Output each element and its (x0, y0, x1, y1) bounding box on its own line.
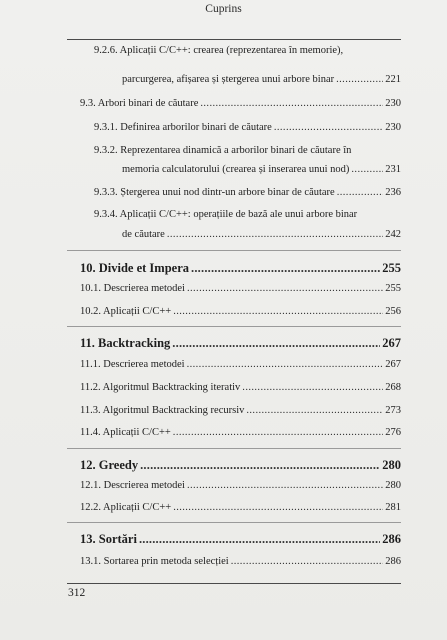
leader-dots (139, 532, 380, 547)
leader-dots (173, 501, 383, 514)
toc-entry-9-3-2-line1: 9.3.2. Reprezentarea dinamică a arborilor binari de căutare în (94, 145, 352, 156)
chapter-divider (67, 448, 401, 449)
toc-page-number: 255 (382, 261, 401, 275)
toc-chapter-label: 10. Divide et Impera (80, 261, 190, 275)
toc-page-number: 256 (385, 306, 401, 317)
chapter-divider (67, 522, 401, 523)
toc-entry-12-2 (80, 501, 401, 514)
toc-entry-9-3 (80, 97, 401, 110)
toc-page-number: 230 (385, 122, 401, 133)
leader-dots (187, 358, 384, 371)
leader-dots (167, 228, 383, 241)
toc-page-number: 236 (385, 187, 401, 198)
toc-page-number: 267 (385, 359, 401, 370)
toc-entry-9-3-4 (122, 228, 401, 241)
leader-dots (246, 404, 383, 417)
leader-dots (173, 305, 383, 318)
leader-dots (242, 381, 383, 394)
toc-entry-label: 12.2. Aplicații C/C++ (80, 502, 172, 513)
leader-dots (140, 458, 380, 473)
toc-page-number: 280 (382, 458, 401, 472)
folio-page-number: 312 (68, 587, 86, 599)
toc-entry-label: 9.3.1. Definirea arborilor binari de căutare (94, 122, 272, 133)
footer-rule (67, 583, 401, 584)
toc-entry-label: 12.1. Descrierea metodei (80, 480, 185, 491)
toc-entry-label: 11.1. Descrierea metodei (80, 359, 185, 370)
toc-page-number: 231 (385, 164, 401, 175)
toc-entry-9-2-6-line1: 9.2.6. Aplicații C/C++: crearea (reprezentarea în memorie), (94, 45, 344, 56)
toc-chapter-13 (80, 532, 401, 547)
leader-dots (173, 426, 383, 439)
toc-entry-11-4 (80, 426, 401, 439)
leader-dots (337, 186, 384, 199)
toc-chapter-label: 12. Greedy (80, 458, 139, 472)
toc-entry-label: 9.3. Arbori binari de căutare (80, 98, 199, 109)
toc-page-number: 286 (385, 556, 401, 567)
toc-page-number: 273 (385, 405, 401, 416)
toc-entry-11-3 (80, 404, 401, 417)
toc-entry-9-3-3 (94, 186, 401, 199)
chapter-divider (67, 250, 401, 251)
toc-page-number: 276 (385, 427, 401, 438)
toc-entry-label: de căutare (122, 229, 165, 240)
toc-entry-12-1 (80, 479, 401, 492)
leader-dots (351, 163, 383, 176)
leader-dots (231, 555, 384, 568)
toc-page-number: 280 (385, 480, 401, 491)
leader-dots (191, 261, 380, 276)
toc-page-number: 268 (385, 382, 401, 393)
toc-page-number: 230 (385, 98, 401, 109)
toc-entry-10-1 (80, 282, 401, 295)
toc-entry-11-2 (80, 381, 401, 394)
toc-entry-label: 10.1. Descrierea metodei (80, 283, 185, 294)
chapter-divider (67, 326, 401, 327)
toc-entry-label: 13.1. Sortarea prin metoda selecției (80, 556, 229, 567)
toc-page-number: 255 (385, 283, 401, 294)
toc-entry-label: 10.2. Aplicații C/C++ (80, 306, 172, 317)
toc-chapter-10 (80, 261, 401, 276)
toc-entry-label: 11.3. Algoritmul Backtracking recursiv (80, 405, 245, 416)
toc-entry-13-1 (80, 555, 401, 568)
toc-chapter-12 (80, 458, 401, 473)
toc-entry-9-3-4-line1: 9.3.4. Aplicații C/C++: operațiile de bază ale unui arbore binar (94, 209, 358, 220)
leader-dots (274, 121, 383, 134)
toc-chapter-label: 11. Backtracking (80, 336, 171, 350)
leader-dots (187, 479, 383, 492)
leader-dots (336, 73, 383, 86)
running-header: Cuprins (205, 3, 242, 15)
toc-entry-label: 9.3.3. Ștergerea unui nod dintr-un arbore binar de căutare (94, 187, 335, 198)
toc-entry-10-2 (80, 305, 401, 318)
toc-chapter-label: 13. Sortări (80, 532, 137, 546)
toc-entry-9-2-6 (122, 73, 401, 86)
toc-page-number: 242 (385, 229, 401, 240)
toc-entry-label: 11.2. Algoritmul Backtracking iterativ (80, 382, 241, 393)
toc-entry-label: parcurgerea, afișarea și ștergerea unui arbore binar (122, 74, 335, 85)
toc-entry-label: 11.4. Aplicații C/C++ (80, 427, 171, 438)
toc-entry-9-3-1 (94, 121, 401, 134)
toc-entry-label: memoria calculatorului (crearea și inserarea unui nod) (122, 164, 350, 175)
leader-dots (172, 336, 380, 351)
leader-dots (187, 282, 383, 295)
leader-dots (200, 97, 383, 110)
toc-page-number: 267 (382, 336, 401, 350)
toc-page-number: 221 (385, 74, 401, 85)
toc-entry-9-3-2 (122, 163, 401, 176)
toc-entry-11-1 (80, 358, 401, 371)
toc-page-number: 281 (385, 502, 401, 513)
toc-page-number: 286 (382, 532, 401, 546)
toc-chapter-11 (80, 336, 401, 351)
